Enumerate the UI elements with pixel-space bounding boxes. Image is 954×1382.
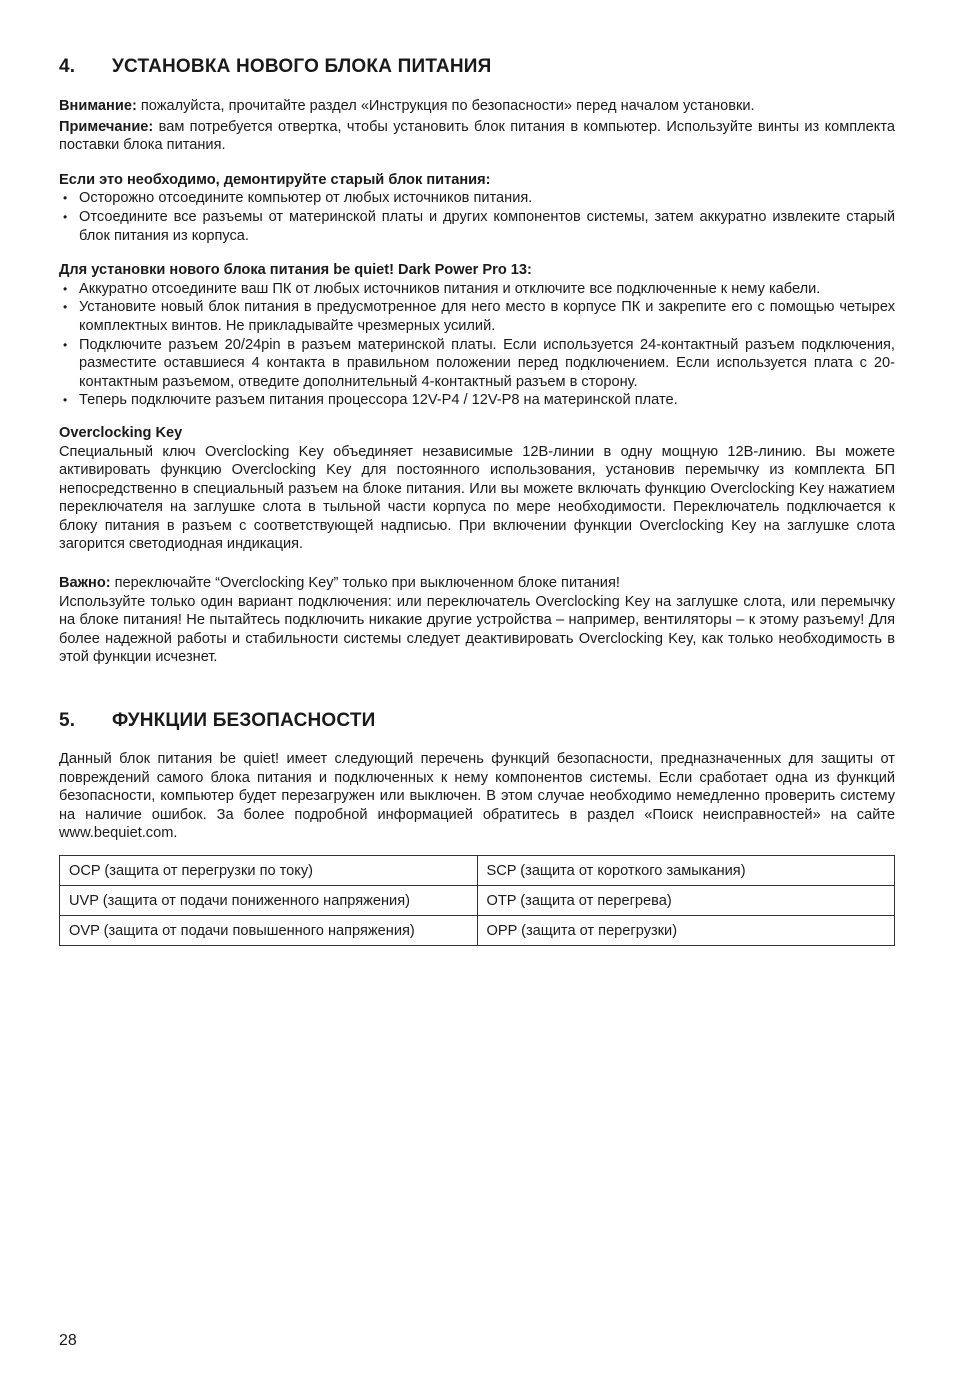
table-cell: UVP (защита от подачи пониженного напряжения): [60, 886, 478, 916]
list-item: • Отсоедините все разъемы от материнской платы и других компонентов системы, затем аккуратно извлеките старый блок питания из корпуса.: [59, 208, 895, 245]
attention-label: Внимание:: [59, 98, 137, 114]
important-label: Важно:: [59, 575, 111, 592]
page-number: 28: [59, 1332, 77, 1349]
section-5-heading: [59, 710, 895, 732]
table-cell: OVP (защита от подачи повышенного напряжения): [60, 916, 478, 946]
safety-features-table: [59, 855, 895, 946]
table-row: [60, 856, 895, 886]
important-details: Используйте только один вариант подключения: или переключатель Overclocking Key на заглушке слота, или перемычку на блоке питания! Не пытайтесь подключить никакие другие устройства – например, вентиляторы – к этому разъему! Для более надежной работы и стабильности системы следует деактивировать Overclocking Key, как только необходимость в этой функции исчезнет.: [59, 593, 895, 666]
table-cell: SCP (защита от короткого замыкания): [477, 856, 895, 886]
list-item: • Осторожно отсоедините компьютер от любых источников питания.: [59, 189, 895, 208]
attention-text: пожалуйста, прочитайте раздел «Инструкция по безопасности» перед началом установки.: [136, 98, 755, 114]
note-paragraph: [59, 118, 895, 155]
install-new-psu-heading: Для установки нового блока питания be quiet! Dark Power Pro 13:: [59, 262, 532, 279]
table-row: [60, 916, 895, 946]
page-content: [59, 56, 895, 946]
overclocking-key-text: Специальный ключ Overclocking Key объединяет независимые 12В-линии в одну мощную 12В-линию. Вы можете активировать функцию Overclocking Key для постоянного использования, установив перемычку из комплекта БП непосредственно в специальный разъем на блоке питания. Или вы можете включать функцию Overclocking Key нажатием переключателя на заглушке слота в тыльной части корпуса по мере необходимости. Переключатель подключается к блоку питания в разъем с соответствующей надписью. При включении функции Overclocking Key на заглушке слота загорится светодиодная индикация.: [59, 443, 895, 553]
remove-old-psu-list: [59, 189, 895, 245]
table-row: [60, 886, 895, 916]
safety-intro: Данный блок питания be quiet! имеет следующий перечень функций безопасности, предназначенных для защиты от повреждений самого блока питания и подключенных к нему компонентов системы. Если сработает одна из функций безопасности, компьютер будет перезагружен или выключен. В этом случае необходимо немедленно проверить систему на наличие ошибок. За более подробной информацией обратитесь в раздел «Поиск неисправностей» на сайте www.bequiet.com.: [59, 751, 895, 842]
important-paragraph: [59, 574, 895, 593]
section-4-number: 4.: [59, 56, 76, 77]
list-item: • Установите новый блок питания в предусмотренное для него место в корпусе ПК и закрепите его с помощью четырех комплектных винтов. Не прикладывайте чрезмерных усилий.: [59, 298, 895, 335]
section-4-heading: [59, 56, 895, 78]
table-cell: OPP (защита от перегрузки): [477, 916, 895, 946]
overclocking-key-heading: Overclocking Key: [59, 424, 183, 441]
install-new-psu-list: [59, 280, 895, 410]
remove-old-psu-heading: Если это необходимо, демонтируйте старый блок питания:: [59, 171, 491, 188]
important-text: переключайте “Overclocking Key” только при выключенном блоке питания!: [110, 575, 620, 592]
note-label: Примечание:: [59, 118, 154, 135]
list-item: • Теперь подключите разъем питания процессора 12V-P4 / 12V-P8 на материнской плате.: [59, 391, 895, 410]
note-text: вам потребуется отвертка, чтобы установить блок питания в компьютер. Используйте винты из комплекта поставки блока питания.: [59, 118, 895, 154]
table-cell: OTP (защита от перегрева): [477, 886, 895, 916]
section-5-title: ФУНКЦИИ БЕЗОПАСНОСТИ: [112, 710, 376, 732]
section-5-number: 5.: [59, 710, 76, 732]
attention-paragraph: [59, 97, 895, 116]
list-item: • Аккуратно отсоедините ваш ПК от любых источников питания и отключите все подключенные к нему кабели.: [59, 280, 895, 299]
table-cell: OCP (защита от перегрузки по току): [60, 856, 478, 886]
section-4-title: УСТАНОВКА НОВОГО БЛОКА ПИТАНИЯ: [112, 56, 492, 77]
list-item: • Подключите разъем 20/24pin в разъем материнской платы. Если используется 24-контактный разъем подключения, разместите оставшиеся 4 контакта в правильном положении перед подключением. Если используется плата с 20-контактным разъемом, отведите дополнительный 4-контактный разъем в сторону.: [59, 336, 895, 392]
